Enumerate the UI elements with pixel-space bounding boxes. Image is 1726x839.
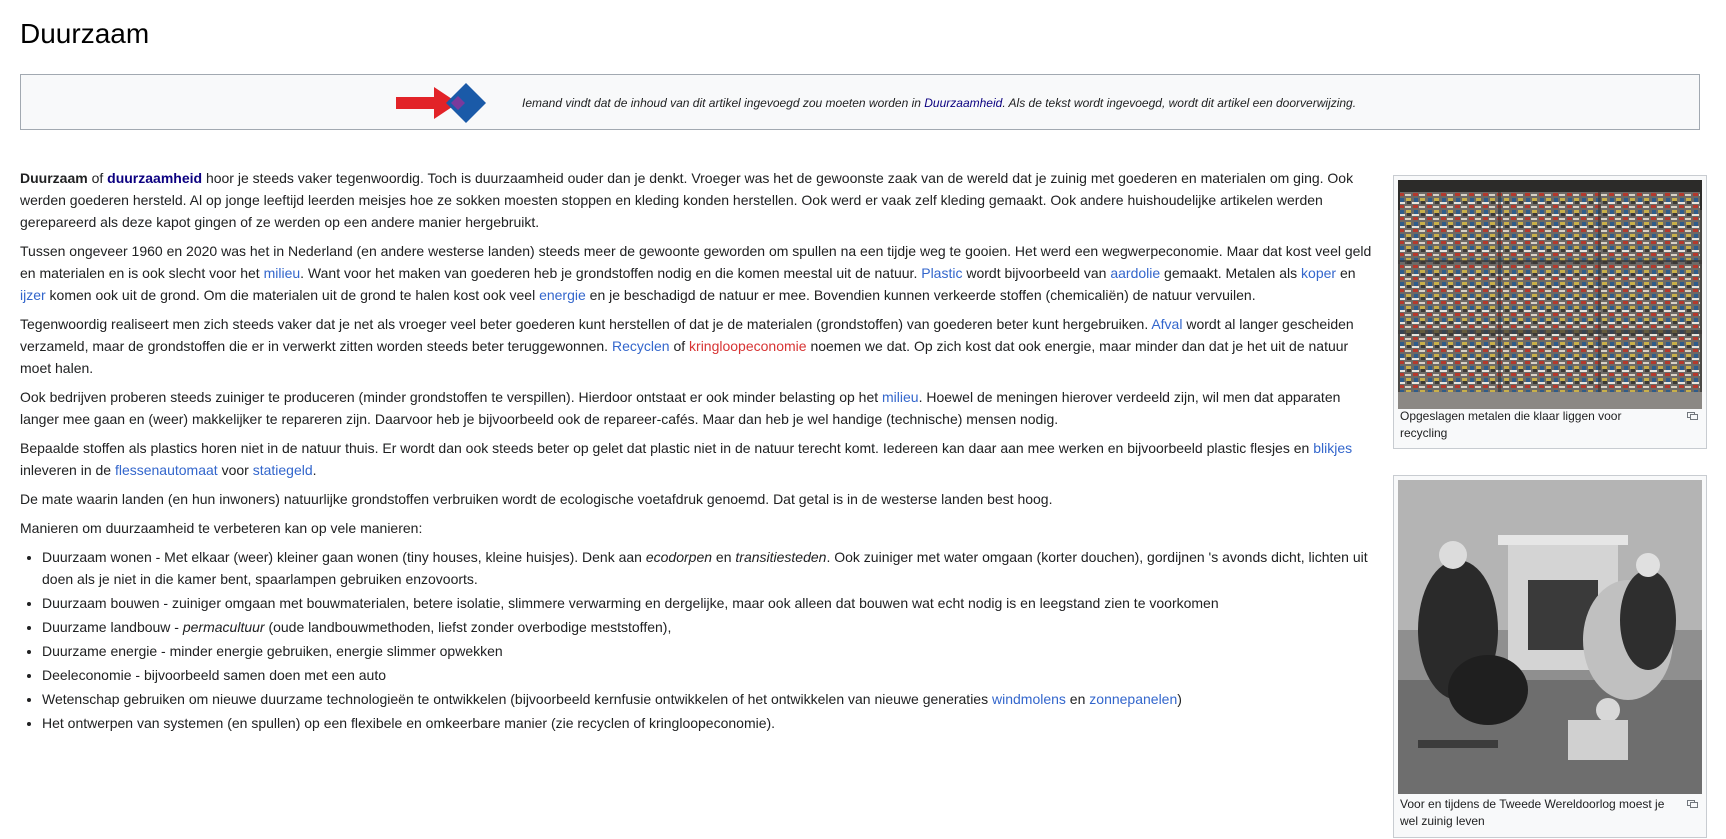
paragraph-manieren: Manieren om duurzaamheid te verbeteren kan op vele manieren: [20,520,423,536]
thumbnail-caption: Voor en tijdens de Tweede Wereldoorlog moest je wel zuinig leven [1400,797,1665,828]
link-milieu[interactable]: milieu [263,265,301,281]
paragraph-voetafdruk: De mate waarin landen (en hun inwoners) natuurlijke grondstoffen verbruiken wordt de ecologische voetafdruk genoemd. Dat getal is in de westerse landen best hoog. [20,491,1053,507]
link-windmolens[interactable]: windmolens [991,691,1066,707]
link-statiegeld[interactable]: statiegeld [252,462,313,478]
link-flessenautomaat[interactable]: flessenautomaat [114,462,218,478]
link-energie[interactable]: energie [539,287,586,303]
link-afval[interactable]: Afval [1151,316,1183,332]
merge-notice-box [20,74,1700,130]
list-item: • Duurzame energie - minder energie gebruiken, energie slimmer opwekken [42,640,1377,662]
paragraph-wegwerp: Tussen ongeveer 1960 en 2020 was het in Nederland (en andere westerse landen) steeds meer de gewoonte geworden om spullen na een tijdje weg te gooien. Het werd een wegwerpeconomie. Maar dat kost veel geld en materialen en is ook slecht voor het milieu. Want voor het maken van goederen heb je grondstoffen nodig en die komen meestal uit de natuur. Plastic wordt bijvoorbeeld van aardolie gemaakt. Metalen als koper en ijzer komen ook uit de grond. Om die materialen uit de grond te halen kost ook veel energie en je beschadigd de natuur er mee. Bovendien kunnen verkeerde stoffen (chemicaliën) de natuur vervuilen. [20,243,1372,303]
merge-notice-text: Iemand vindt dat de inhoud van dit artikel ingevoegd zou moeten worden in Duurzaamheid. Als de tekst wordt ingevoegd, wordt dit artikel een doorverwijzing. [522,96,1357,110]
link-kringloopeconomie[interactable]: kringloopeconomie [689,338,807,354]
paragraph-recyclen: Tegenwoordig realiseert men zich steeds vaker dat je net als vroeger veel beter goederen kunt herstellen of dat je de materialen (grondstoffen) van goederen beter kunt hergebruiken. Afval wordt al langer gescheiden verzameld, maar de grondstoffen die er in verwerkt zitten worden steeds beter teruggewonnen. Recyclen of kringloopeconomie noemen we dat. Op zich kost dat ook energie, maar minder dan dat je het uit de natuur moet halen. [20,316,1354,376]
list-item: • Duurzame landbouw - permacultuur (oude landbouwmethoden, liefst zonder overbodige meststoffen), [42,616,1377,638]
list-item: • Het ontwerpen van systemen (en spullen) op een flexibele en omkeerbare manier (zie recyclen of kringloopeconomie). [42,712,1377,734]
wartime-family-photo[interactable] [1398,480,1702,794]
list-item: • Duurzaam bouwen - zuiniger omgaan met bouwmaterialen, betere isolatie, slimmere verwarming en dergelijke, maar ook alleen dat bouwen wat echt nodig is en leegstand zien te voorkomen [42,592,1377,614]
enlarge-icon[interactable] [1687,412,1698,420]
recycling-metal-photo[interactable] [1398,180,1702,409]
paragraph-intro: Duurzaam of duurzaamheid hoor je steeds vaker tegenwoordig. Toch is duurzaamheid ouder dan je denkt. Vroeger was het de gewoonste zaak van de wereld dat je zuinig met goederen en materialen om ging. Ook werden goederen hersteld. Al op jonge leeftijd leerden meisjes hoe ze sokken moesten stoppen en kleding konden herstellen. Ook werd er vaak zelf kleding gemaakt. Ook andere huishoudelijke artikelen werden gerepareerd als deze kapot gingen of ze werden op een andere manier hergebruikt. [20,170,1354,230]
link-ijzer[interactable]: ijzer [20,287,46,303]
thumbnail-caption: Opgeslagen metalen die klaar liggen voor recycling [1400,409,1622,440]
duurzaamheid-link[interactable]: Duurzaamheid [924,96,1003,110]
paragraph-bedrijven: Ook bedrijven proberen steeds zuiniger te produceren (minder grondstoffen te verspillen). Hierdoor ontstaat er ook minder belasting op het milieu. Hoewel de meningen hierover verdeeld zijn, wil men dat apparaten langer mee gaan en (weer) makkelijker te repareren zijn. Daarvoor heb je bijvoorbeeld ook de repareer-cafés. Maar dan heb je wel handige (technische) mensen nodig. [20,389,1341,427]
list-item: • Deeleconomie - bijvoorbeeld samen doen met een auto [42,664,1377,686]
link-zonnepanelen[interactable]: zonnepanelen [1089,691,1178,707]
merge-arrow-icon [396,83,521,123]
link-koper[interactable]: koper [1301,265,1337,281]
page-title: Duurzaam [20,18,150,49]
duurzaamheid-bold-link[interactable]: duurzaamheid [107,170,203,186]
link-aardolie[interactable]: aardolie [1110,265,1161,281]
thumbnail-wartime [1393,475,1707,838]
thumbnail-recycling [1393,175,1707,449]
link-recyclen[interactable]: Recyclen [611,338,670,354]
manieren-list [20,546,1377,734]
paragraph-plastics: Bepaalde stoffen als plastics horen niet in de natuur thuis. Er wordt dan ook steeds beter op gelet dat plastic niet in de natuur terecht komt. Iedereen kan daar aan mee werken en bijvoorbeeld plastic flesjes en blikjes inleveren in de flessenautomaat voor statiegeld. [20,440,1353,478]
list-item: • Duurzaam wonen - Met elkaar (weer) kleiner gaan wonen (tiny houses, kleine huisjes). Denk aan ecodorpen en transitiesteden. Ook zuiniger met water omgaan (korter douchen), gordijnen 's avonds dicht, lichten uit doen als je niet in die kamer bent, spaarlampen gebruiken enzovoorts. [42,546,1377,590]
link-blikjes[interactable]: blikjes [1313,440,1353,456]
link-milieu-2[interactable]: milieu [882,389,919,405]
enlarge-icon[interactable] [1687,800,1698,808]
article-body [20,167,1377,736]
link-plastic[interactable]: Plastic [921,265,963,281]
list-item: • Wetenschap gebruiken om nieuwe duurzame technologieën te ontwikkelen (bijvoorbeeld kernfusie ontwikkelen of het ontwikkelen van nieuwe generaties windmolens en zonnepanelen) [42,688,1377,710]
